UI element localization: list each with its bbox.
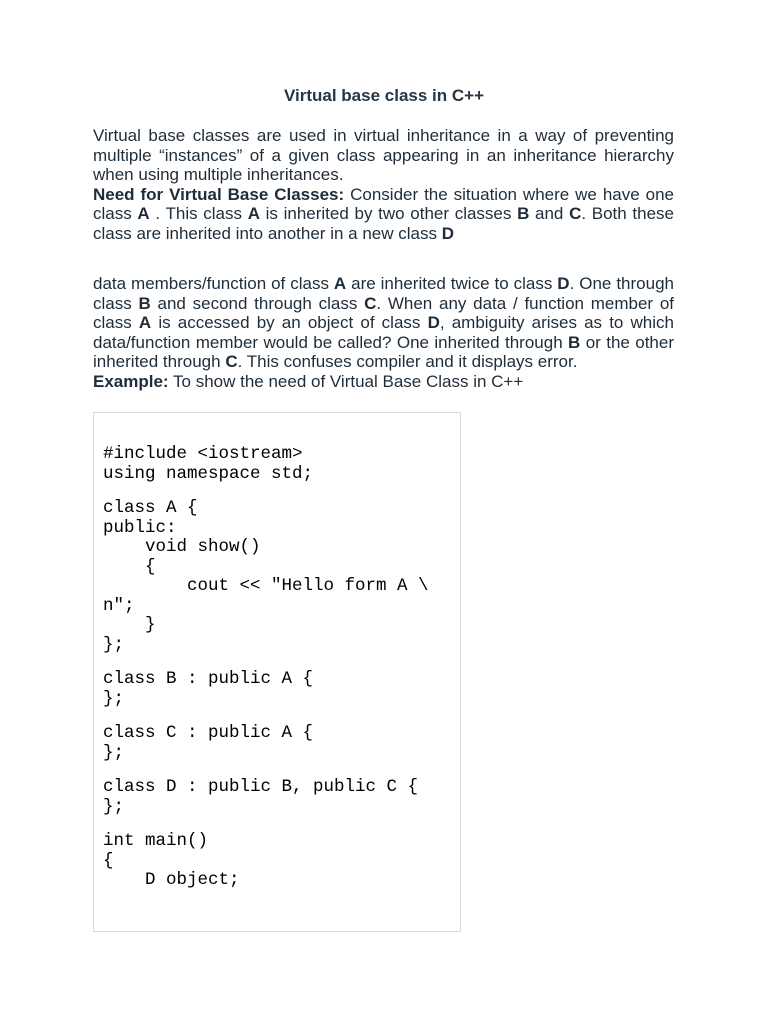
explain-text: . When any data / function member of class [93,293,674,333]
code-line: void show() [103,537,261,557]
explain-text: . This confuses compiler and it displays error. [237,352,578,372]
code-line: class D : public B, public C { [103,777,419,797]
class-name: D [557,274,570,293]
code-line: class B : public A { [103,669,314,689]
class-name: D [427,313,440,333]
need-text: . Both these class are inherited into another in a new class [93,204,674,243]
class-name: C [569,204,582,224]
intro-text: Virtual base classes are used in virtual inheritance in a way of preventing multiple “instances” of a given class appearing in an inheritance hierarchy when using multiple inheritances. [93,126,674,185]
code-line: int main() [103,831,209,851]
explanation-section [93,274,674,392]
code-line: D object; [103,870,240,890]
intro-section [93,126,674,244]
code-line: { [103,556,156,577]
code-line: }; [103,688,125,709]
class-name: A [333,274,347,293]
example-label: Example: [93,371,169,391]
class-name: D [441,223,454,243]
explain-text: . One through class [93,274,674,313]
code-line: n"; [103,595,135,616]
code-line: cout << "Hello form A \ [103,576,429,596]
code-line: { [103,850,114,871]
code-line: class A { [103,498,198,518]
code-line: public: [103,517,177,538]
code-line: } [103,615,156,635]
explain-text: , ambiguity arises as to which data/function member would be called? One inherited through [93,313,674,352]
need-text: . This class [149,204,248,224]
explain-text: is accessed by an object of class [151,313,428,333]
need-text: is inherited by two other classes [259,204,518,224]
code-line: }; [103,634,125,655]
explain-text: and second through class [150,293,365,313]
code-line: class C : public A { [103,723,314,743]
code-line: }; [103,796,125,817]
class-name: A [137,204,150,224]
class-name: A [247,204,260,224]
example-text: To show the need of Virtual Base Class in C++ [168,371,524,391]
code-line: }; [103,742,125,763]
class-name: B [138,293,151,313]
class-name: C [364,293,377,313]
class-name: A [138,313,152,333]
page-title: Virtual base class in C++ [283,86,484,105]
class-name: B [568,332,581,352]
need-text: and [529,204,570,224]
code-line: #include <iostream> [103,444,303,464]
code-block [93,412,461,932]
code-listing [103,445,453,891]
explain-text: or the other inherited through [93,332,675,372]
need-text: Consider the situation where we have one class [93,184,674,224]
explain-text: are inherited twice to class [346,274,558,293]
code-line: using namespace std; [103,463,314,484]
explain-text: data members/function of class [93,274,334,293]
need-label: Need for Virtual Base Classes: [93,184,345,204]
class-name: C [225,352,238,372]
class-name: B [517,204,530,224]
